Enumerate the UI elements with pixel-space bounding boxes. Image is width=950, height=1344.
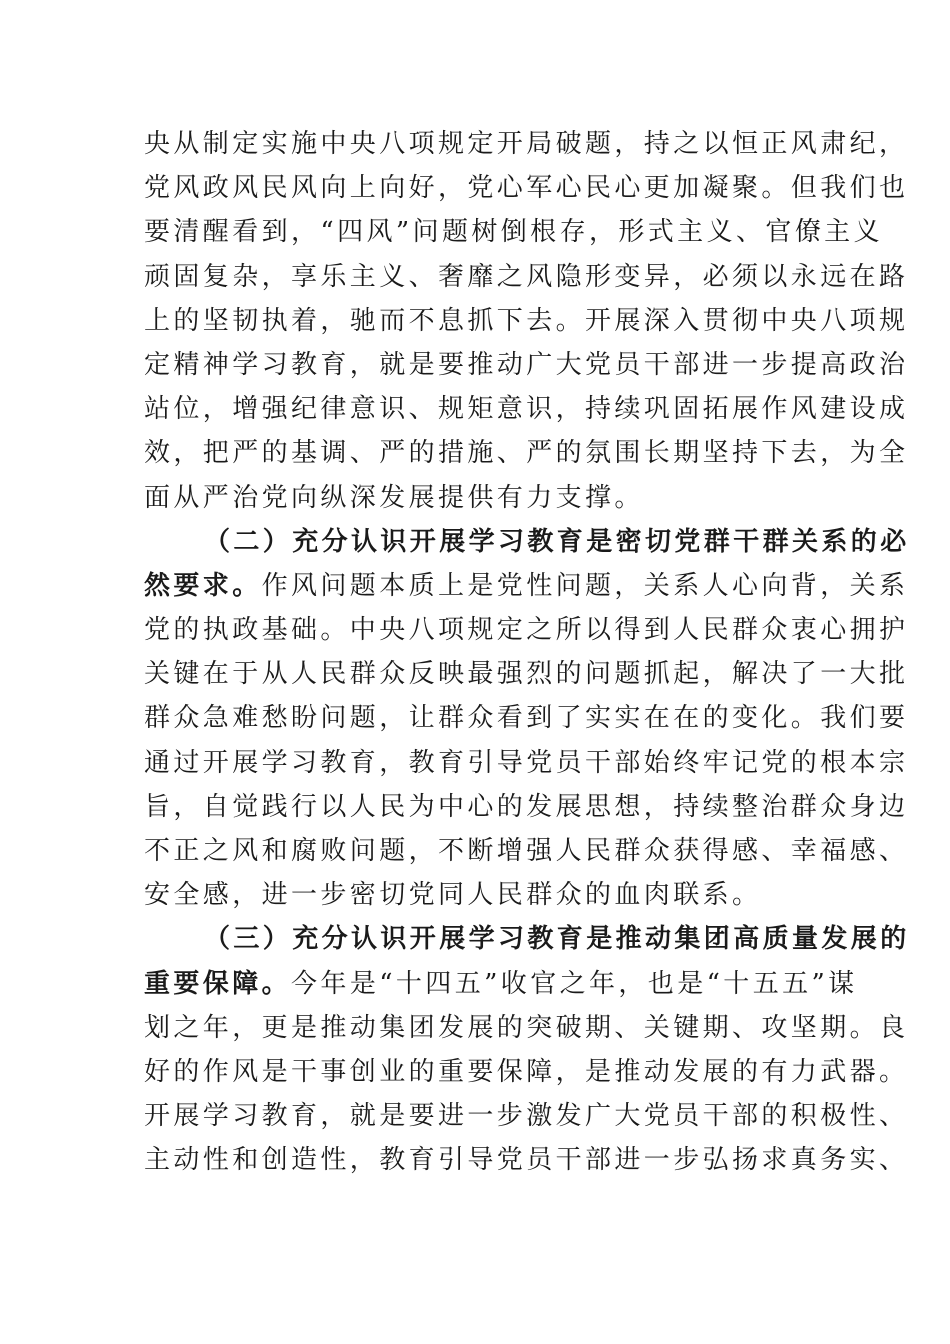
paragraph-1 [144,122,909,520]
text-line: 上的坚韧执着，驰而不息抓下去。开展深入贯彻中央八项规 [144,305,909,336]
text-line: 面从严治党向纵深发展提供有力支撑。 [144,482,644,513]
text-line: 关键在于从人民群众反映最强烈的问题抓起，解决了一大批 [144,659,909,690]
text-line: 主动性和创造性，教育引导党员干部进一步弘扬求真务实、 [144,1145,909,1176]
text-line [144,962,858,1006]
text-line: 开展学习教育，就是要进一步激发广大党员干部的积极性、 [144,1101,909,1132]
text-line: 旨，自觉践行以人民为中心的发展思想，持续整治群众身边 [144,791,909,822]
text-line: 站位，增强纪律意识、规矩意识，持续巩固拓展作风建设成 [144,394,909,425]
section-heading-end: 然要求。 [144,570,262,601]
text-span: 今年是“十四五”收官之年，也是“十五五”谋 [291,968,858,999]
text-line: 效，把严的基调、严的措施、严的氛围长期坚持下去，为全 [144,438,909,469]
section-heading: （三）充分认识开展学习教育是推动集团高质量发展的 [204,924,910,955]
document-body [144,122,910,1183]
text-line: 要清醒看到，“四风”问题树倒根存，形式主义、官僚主义 [144,217,883,248]
text-line [144,564,909,608]
section-heading-end: 重要保障。 [144,968,292,999]
text-line: 顽固复杂，享乐主义、奢靡之风隐形变异，必须以永远在路 [144,261,909,292]
text-line: 好的作风是干事创业的重要保障，是推动发展的有力武器。 [144,1056,909,1087]
text-span: 作风问题本质上是党性问题，关系人心向背，关系 [261,570,909,601]
text-line: 定精神学习教育，就是要推动广大党员干部进一步提高政治 [144,349,909,380]
text-line: 群众急难愁盼问题，让群众看到了实实在在的变化。我们要 [144,703,909,734]
text-line: 通过开展学习教育，教育引导党员干部始终牢记党的根本宗 [144,747,909,778]
text-line: 党的执政基础。中央八项规定之所以得到人民群众衷心拥护 [144,615,909,646]
paragraph-2 [144,520,910,918]
text-line: 划之年，更是推动集团发展的突破期、关键期、攻坚期。良 [144,1012,909,1043]
text-line: 党风政风民风向上向好，党心军心民心更加凝聚。但我们也 [144,173,909,204]
text-line: 央从制定实施中央八项规定开局破题，持之以恒正风肃纪， [144,129,909,159]
text-line: 安全感，进一步密切党同人民群众的血肉联系。 [144,880,762,911]
text-line: 不正之风和腐败问题，不断增强人民群众获得感、幸福感、 [144,836,909,866]
paragraph-3 [144,917,910,1182]
section-heading: （二）充分认识开展学习教育是密切党群干群关系的必 [204,526,910,557]
